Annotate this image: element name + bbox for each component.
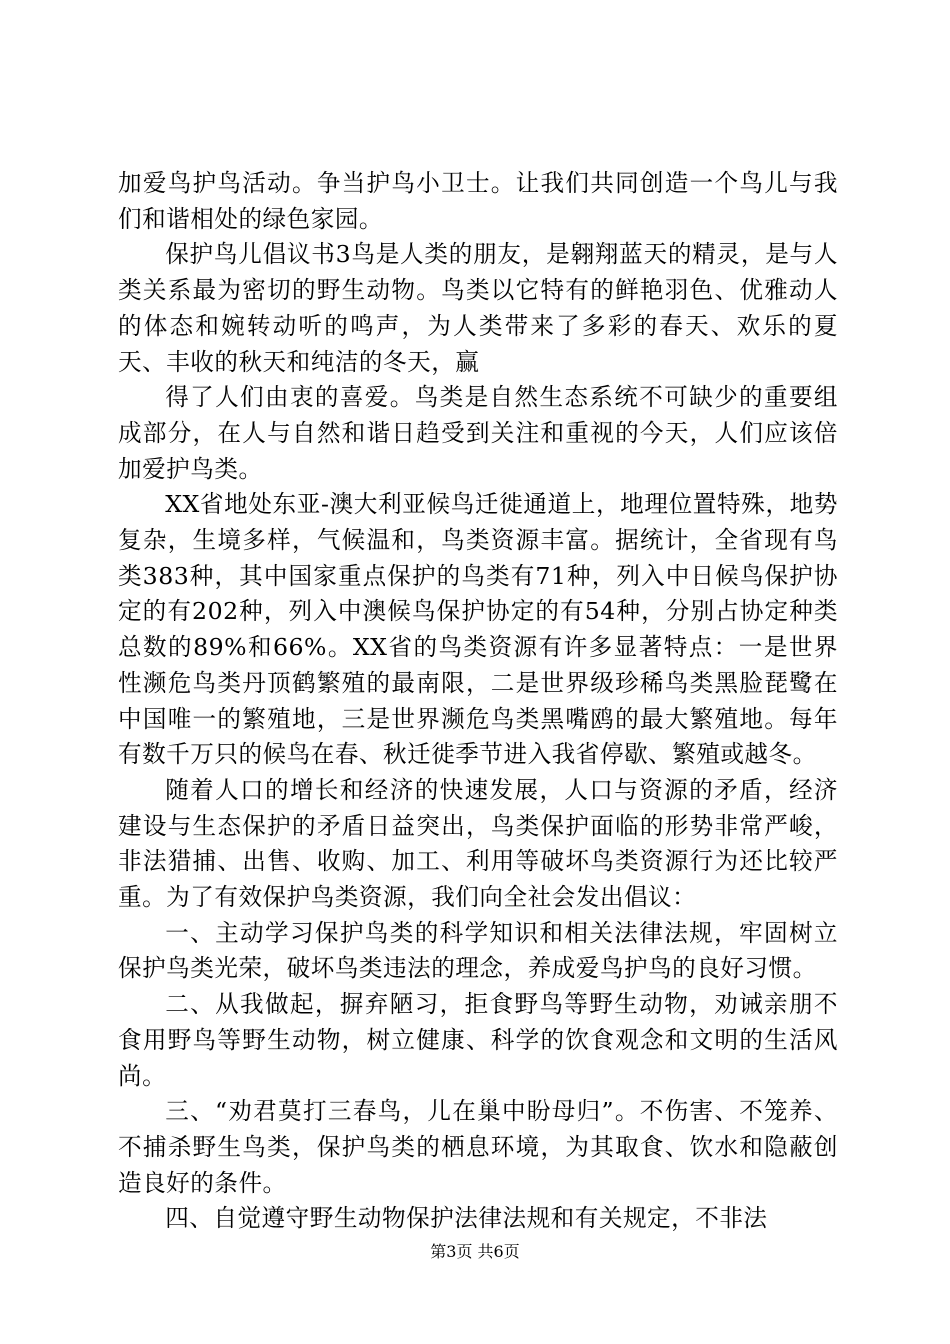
paragraph-continuation: 加爱鸟护鸟活动。争当护鸟小卫士。让我们共同创造一个鸟儿与我们和谐相处的绿色家园。 (118, 169, 838, 233)
paragraph-item-4: 四、自觉遵守野生动物保护法律法规和有关规定，不非法 (165, 1204, 768, 1233)
page-number-footer: 第3页 共6页 (430, 1242, 520, 1261)
paragraph-item-1: 一、主动学习保护鸟类的科学知识和相关法律法规，牢固树立保护鸟类光荣，破坏鸟类违法的理念，养成爱鸟护鸟的良好习惯。 (118, 918, 838, 983)
paragraph-proposal-intro: 保护鸟儿倡议书3鸟是人类的朋友，是翱翔蓝天的精灵，是与人类关系最为密切的野生动物。鸟类以它特有的鲜艳羽色、优雅动人的体态和婉转动听的鸣声，为人类带来了多彩的春天、欢乐的夏天、丰收的秋天和纯洁的冬天，赢 (118, 240, 838, 376)
paragraph-item-2: 二、从我做起，摒弃陋习，拒食野鸟等野生动物，劝诫亲朋不食用野鸟等野生动物，树立健康、科学的饮食观念和文明的生活风尚。 (118, 990, 838, 1090)
paragraph-province-resources: XX省地处东亚-澳大利亚候鸟迁徙通道上，地理位置特殊，地势复杂，生境多样，气候温和，鸟类资源丰富。据统计，全省现有鸟类383种，其中国家重点保护的鸟类有71种，列入中日候鸟保护协定的有202种，列入中澳候鸟保护协定的有54种，分别占协定种类总数的89%和66%。XX省的鸟类资源有许多显著特点：一是世界性濒危鸟类丹顶鹤繁殖的最南限，二是世界级珍稀鸟类黑脸琵鹭在中国唯一的繁殖地，三是世界濒危鸟类黑嘴鸥的最大繁殖地。每年有数千万只的候鸟在春、秋迁徙季节进入我省停歇、繁殖或越冬。 (118, 490, 838, 769)
paragraph-birds-importance: 得了人们由衷的喜爱。鸟类是自然生态系统不可缺少的重要组成部分，在人与自然和谐日趋受到关注和重视的今天，人们应该倍加爱护鸟类。 (118, 383, 838, 483)
paragraph-item-3: 三、“劝君莫打三春鸟，儿在巢中盼母归”。不伤害、不笼养、不捕杀野生鸟类，保护鸟类的栖息环境，为其取食、饮水和隐蔽创造良好的条件。 (118, 1097, 838, 1197)
document-body (118, 166, 838, 1237)
paragraph-situation: 随着人口的增长和经济的快速发展，人口与资源的矛盾，经济建设与生态保护的矛盾日益突出，鸟类保护面临的形势非常严峻，非法猎捕、出售、收购、加工、利用等破坏鸟类资源行为还比较严重。为了有效保护鸟类资源，我们向全社会发出倡议： (118, 775, 838, 912)
